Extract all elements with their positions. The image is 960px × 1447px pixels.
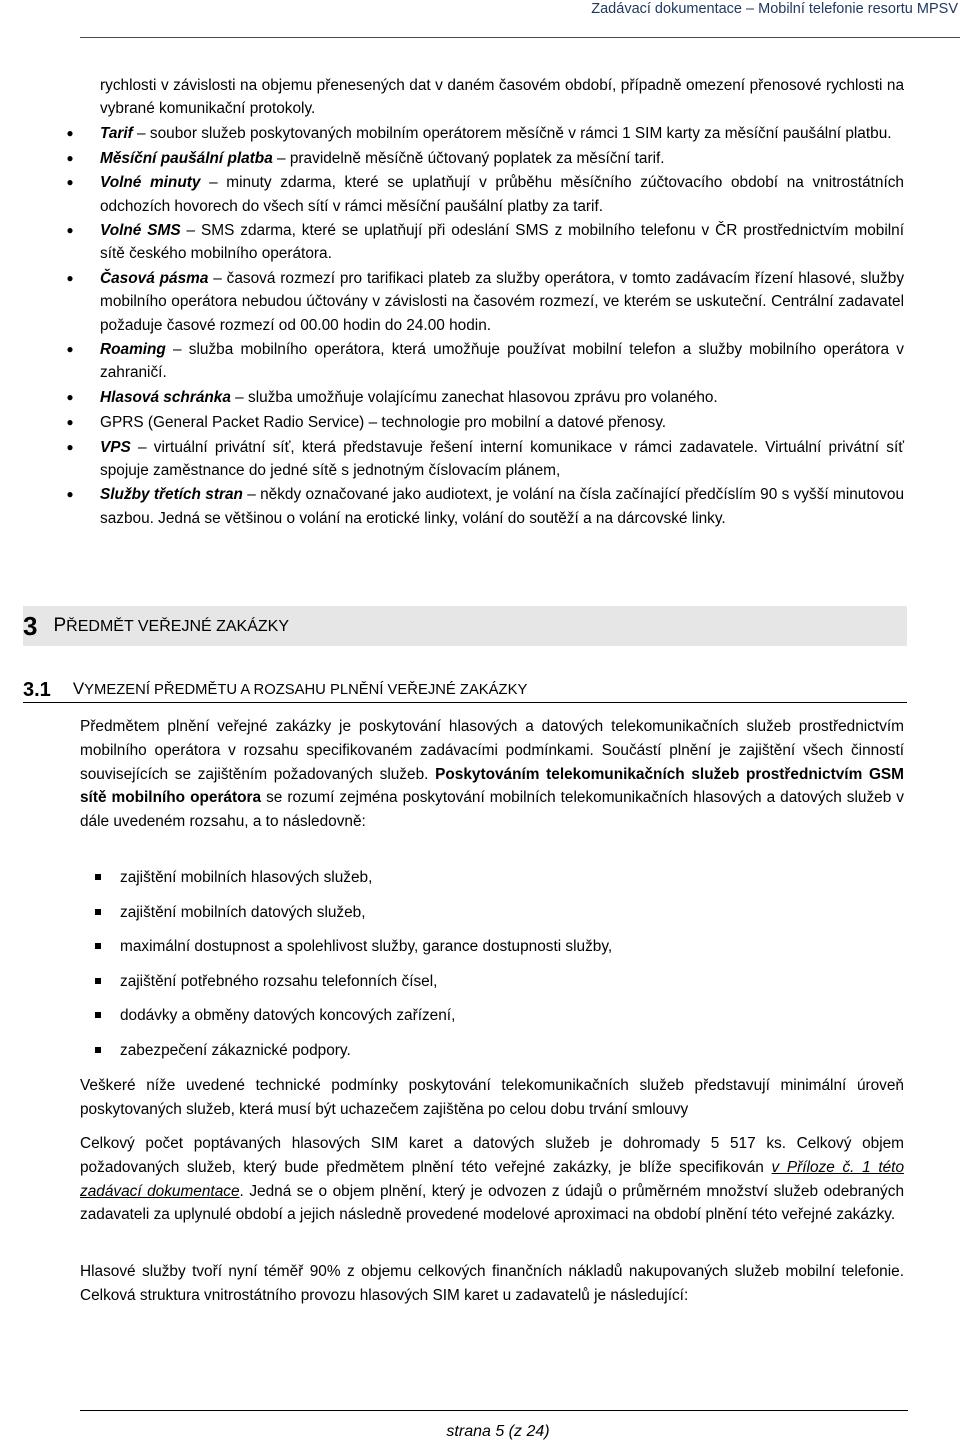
body-paragraph-4: Hlasové služby tvoří nyní téměř 90% z objemu celkových finančních nákladů nakupovaných služeb mobilní telefonie. Celková struktura vnitrostátního provozu hlasových SIM karet u zadavatelů je následující:: [80, 1263, 904, 1304]
list-item: [80, 1039, 904, 1074]
section-title-rest: ŘEDMĚT VEŘEJNÉ ZAKÁZKY: [66, 618, 290, 635]
square-bullet-icon: [95, 978, 101, 984]
bullet-icon: ●: [66, 150, 74, 165]
document-header-title: Zadávací dokumentace – Mobilní telefonie resortu MPSV: [591, 1, 958, 17]
definition-text: – služba mobilního operátora, která umožňuje používat mobilní telefon a služby mobilního operátora v zahraničí.: [100, 341, 904, 382]
definition-term: Měsíční paušální platba: [100, 149, 273, 167]
bullet-icon: ●: [66, 390, 74, 405]
definition-term: Volné minuty: [100, 174, 201, 192]
subsection-heading: [23, 674, 907, 703]
definition-text: – minuty zdarma, které se uplatňují v průběhu měsíčního zúčtovacího období na vnitrostátních odchozích hovorech do všech sítí v rámci měsíční paušální platby za tarif.: [100, 174, 904, 215]
square-bullet-icon: [95, 1047, 101, 1053]
bullet-icon: ●: [66, 414, 74, 429]
list-item: [80, 935, 904, 970]
paragraph-text: Celkový počet poptávaných hlasových SIM karet a datových služeb je dohromady 5 517 ks. Celkový objem požadovaných služeb, který bude předmětem plnění této veřejné zakázky, je blíže specifikován: [80, 1135, 904, 1176]
bullet-icon: ●: [66, 271, 74, 286]
annex-reference-link[interactable]: v Příloze č. 1 této zadávací dokumentace: [80, 1158, 904, 1200]
definition-text: – virtuální privátní síť, která představuje řešení interní komunikace v rámci zadavatele. Virtuální privátní síť spojuje zaměstnance do jedné sítě s jednotným číslovacím plánem,: [100, 438, 904, 479]
list-item: [80, 1004, 904, 1039]
square-bullet-icon: [95, 943, 101, 949]
section-title-cap: P: [53, 615, 67, 636]
paragraph-bold-text: Poskytováním telekomunikačních služeb prostřednictvím GSM sítě mobilního operátora: [80, 765, 905, 807]
definition-term: Volné SMS: [100, 222, 181, 240]
paragraph-text: se rozumí zejména poskytování mobilních telekomunikačních hlasových a datových služeb v dále uvedeném rozsahu, a to následovně:: [80, 789, 904, 831]
list-item-text: dodávky a obměny datových koncových zařízení,: [120, 1007, 456, 1025]
paragraph-text: Předmětem plnění veřejné zakázky je poskytování hlasových a datových telekomunikačních služeb prostřednictvím mobilního operátora v rozsahu specifikovaném zadávacími podmínkami. Součástí plnění je zajištění všech činností souvisejících se zajištěním požadovaných služeb.: [80, 718, 904, 783]
definition-term: Hlasová schránka: [100, 389, 231, 407]
definition-item: [66, 483, 905, 529]
list-item-text: zajištění mobilních hlasových služeb,: [120, 869, 373, 886]
paragraph-text: . Jedná se o objem plnění, který je odvozen z údajů o průměrném množství služeb odebraných zadavateli za uplynulé období a jejich následně provedené modelové aproximaci na období plnění této veřejné zakázky.: [80, 1182, 905, 1224]
list-item-text: zabezpečení zákaznické podpory.: [120, 1041, 351, 1059]
definition-item: [66, 219, 904, 265]
definition-continuation: [100, 74, 904, 120]
list-item: [80, 901, 904, 936]
section-heading: [23, 606, 907, 646]
definition-continuation-text: rychlosti v závislosti na objemu přenesených dat v daném časovém období, případně omezení přenosové rychlosti na vybrané komunikační protokoly.: [100, 77, 904, 118]
bullet-icon: ●: [66, 223, 74, 238]
definition-text: – soubor služeb poskytovaných mobilním operátorem měsíčně v rámci 1 SIM karty za měsíční paušální platbu.: [132, 124, 892, 142]
definition-text: – někdy označované jako audiotext, je volání na čísla začínající předčíslím 90 s vyšší minutovou sazbou. Jedná se většinou o volání na erotické linky, volání do soutěží a na dárcovské linky.: [100, 486, 905, 527]
definition-term: Časová pásma: [100, 270, 209, 288]
bullet-icon: ●: [66, 342, 74, 357]
header-divider: [80, 37, 960, 38]
definition-item: [66, 171, 904, 217]
footer-divider: [80, 1410, 908, 1411]
body-paragraph-3: [80, 1132, 904, 1227]
section-number: 3: [23, 610, 38, 641]
list-item: [80, 970, 904, 1005]
subsection-title-cap: V: [72, 679, 85, 698]
definition-item: [66, 338, 904, 384]
body-paragraph-2: Veškeré níže uvedené technické podmínky poskytování telekomunikačních služeb představují minimální úroveň poskytovaných služeb, která musí být uchazečem zajištěna po celou dobu trvání smlouvy: [80, 1077, 904, 1118]
definition-term: VPS: [100, 438, 131, 456]
square-bullet-icon: [95, 1012, 101, 1018]
definition-text: – služba umožňuje volajícímu zanechat hlasovou zprávu pro volaného.: [230, 389, 718, 407]
definition-text: GPRS (General Packet Radio Service) – technologie pro mobilní a datové přenosy.: [100, 413, 667, 431]
list-item: [80, 866, 904, 901]
service-list: [80, 866, 904, 1074]
definitions-list: [66, 74, 905, 531]
definition-item: [66, 411, 904, 434]
subsection-title-rest: YMEZENÍ PŘEDMĚTU A ROZSAHU PLNĚNÍ VEŘEJNÉ ZAKÁZKY: [84, 682, 528, 698]
square-bullet-icon: [95, 909, 101, 915]
definition-item: [66, 386, 904, 409]
definition-term: Tarif: [100, 124, 133, 142]
definition-text: – časová rozmezí pro tarifikaci plateb za služby operátora, v tomto zadávacím řízení hlasové, služby mobilního operátora nebudou účtovány v závislosti na časovém rozmezí, ve kterém se uskuteční. Centrální zadavatel požaduje časové rozmezí od 00.00 hodin do 24.00 hodin.: [100, 270, 905, 334]
bullet-icon: ●: [66, 125, 74, 140]
list-item-text: maximální dostupnost a spolehlivost služby, garance dostupnosti služby,: [120, 938, 613, 956]
definition-text: – pravidelně měsíčně účtovaný poplatek za měsíční tarif.: [272, 149, 665, 167]
definition-term: Roaming: [100, 341, 166, 359]
definition-item: [66, 267, 905, 337]
bullet-icon: ●: [66, 439, 74, 454]
list-item-text: zajištění potřebného rozsahu telefonních čísel,: [120, 972, 438, 990]
square-bullet-icon: [95, 874, 101, 880]
subsection-title: [73, 677, 528, 702]
definition-item: [66, 436, 904, 482]
definition-item: [66, 147, 904, 170]
definition-term: Služby třetích stran: [100, 486, 243, 504]
list-item-text: zajištění mobilních datových služeb,: [120, 903, 366, 921]
page-number: strana 5 (z 24): [446, 1423, 550, 1440]
definition-item: [66, 122, 904, 145]
body-paragraph-1: [80, 715, 904, 834]
section-title: [53, 615, 289, 637]
subsection-number: 3.1: [23, 679, 51, 701]
bullet-icon: ●: [66, 175, 74, 190]
definition-text: – SMS zdarma, které se uplatňují při odeslání SMS z mobilního telefonu v ČR prostřednictvím mobilní sítě českého mobilního operátora.: [100, 222, 904, 263]
bullet-icon: ●: [66, 487, 74, 502]
